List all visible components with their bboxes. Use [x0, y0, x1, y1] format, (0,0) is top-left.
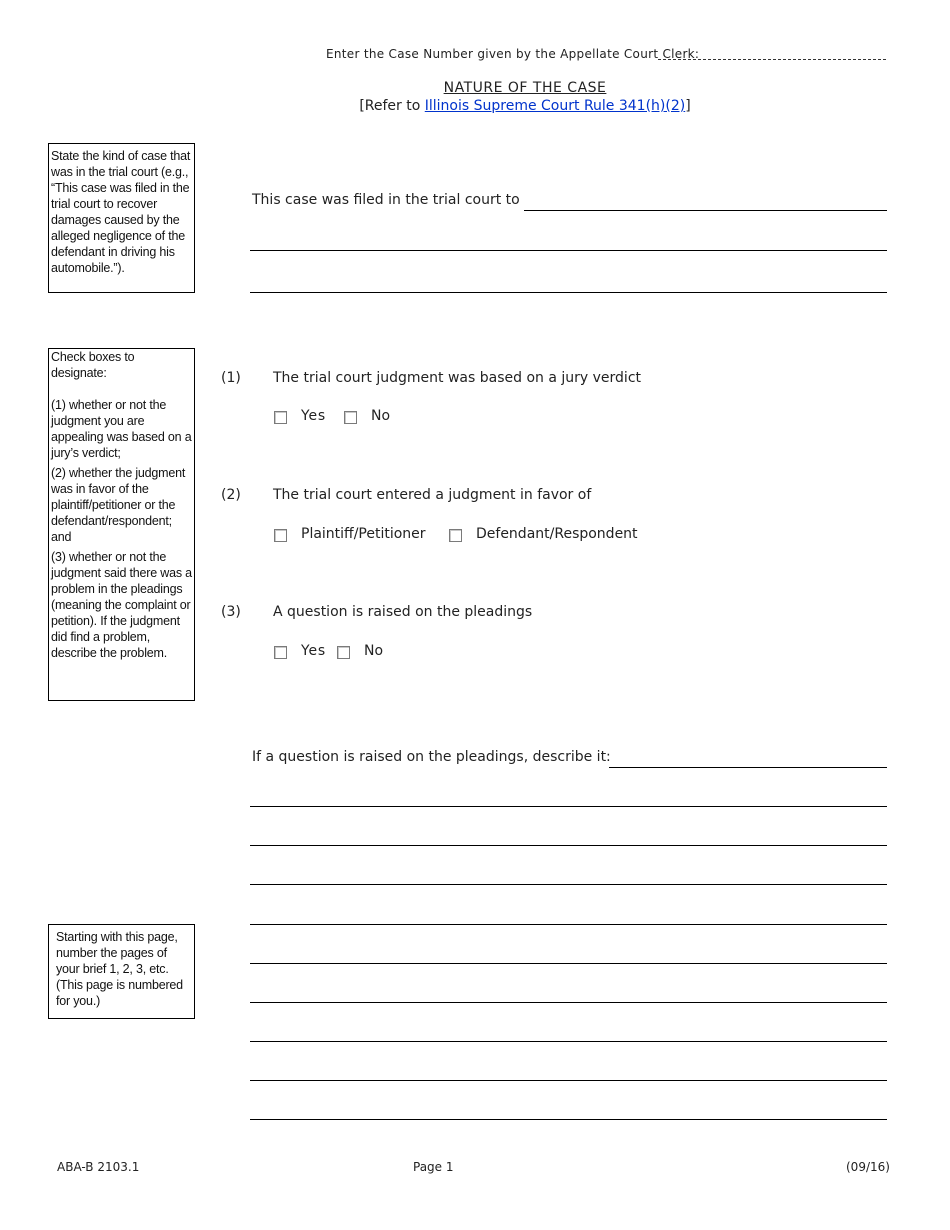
describe-line-1[interactable] — [609, 767, 887, 768]
case-number-field[interactable] — [658, 59, 886, 60]
filed-answer-line-2[interactable] — [250, 250, 887, 251]
instruction-text: State the kind of case that was in the trial court (e.g., “This case was filed in the trial court to recover damages caused by the alleged negligence of the defendant in driving his automobile.”). — [51, 149, 191, 275]
q3-no-checkbox[interactable] — [337, 646, 350, 659]
filed-label: This case was filed in the trial court to — [252, 192, 520, 208]
refer-suffix: ] — [685, 98, 691, 114]
q2-text: The trial court entered a judgment in favor of — [273, 487, 592, 503]
q3-number: (3) — [221, 604, 241, 620]
describe-label: If a question is raised on the pleadings, describe it: — [252, 749, 611, 765]
describe-line[interactable] — [250, 884, 887, 885]
describe-line[interactable] — [250, 845, 887, 846]
instruction-box-checkboxes — [48, 348, 195, 701]
describe-line[interactable] — [250, 1080, 887, 1081]
instruction-box-case-kind — [48, 143, 195, 293]
q2-plaintiff-checkbox[interactable] — [274, 529, 287, 542]
q3-yes-label: Yes — [301, 643, 326, 659]
q2-number: (2) — [221, 487, 241, 503]
q1-yes-label: Yes — [301, 408, 326, 424]
rule-reference — [0, 98, 950, 114]
instruction-intro: Check boxes to designate: — [51, 350, 135, 380]
describe-line[interactable] — [250, 806, 887, 807]
instruction-text: Starting with this page, number the pages of your brief 1, 2, 3, etc. (This page is numbered for you.) — [56, 930, 183, 1008]
q3-no-label: No — [364, 643, 384, 659]
page-title: NATURE OF THE CASE — [443, 80, 607, 96]
describe-line[interactable] — [250, 924, 887, 925]
q3-yes-checkbox[interactable] — [274, 646, 287, 659]
instruction-item-1: (1) whether or not the judgment you are appealing was based on a jury’s verdict; — [51, 398, 192, 460]
filed-answer-line-3[interactable] — [250, 292, 887, 293]
page-number: Page 1 — [413, 1160, 454, 1174]
rule-link[interactable]: Illinois Supreme Court Rule 341(h)(2) — [424, 98, 686, 114]
q2-plaintiff-label: Plaintiff/Petitioner — [301, 526, 426, 542]
q3-text: A question is raised on the pleadings — [273, 604, 533, 620]
describe-line[interactable] — [250, 963, 887, 964]
q2-defendant-label: Defendant/Respondent — [476, 526, 638, 542]
case-number-label: Enter the Case Number given by the Appellate Court Clerk: — [326, 47, 700, 61]
form-id: ABA-B 2103.1 — [57, 1160, 140, 1174]
q1-number: (1) — [221, 370, 241, 386]
q1-text: The trial court judgment was based on a jury verdict — [273, 370, 641, 386]
describe-line[interactable] — [250, 1002, 887, 1003]
q1-yes-checkbox[interactable] — [274, 411, 287, 424]
q1-no-checkbox[interactable] — [344, 411, 357, 424]
q2-defendant-checkbox[interactable] — [449, 529, 462, 542]
q1-no-label: No — [371, 408, 391, 424]
instruction-item-2: (2) whether the judgment was in favor of the plaintiff/petitioner or the defendant/respondent; and — [51, 466, 186, 544]
instruction-item-3: (3) whether or not the judgment said there was a problem in the pleadings (meaning the complaint or petition). If the judgment did find a problem, describe the problem. — [51, 550, 192, 660]
describe-line[interactable] — [250, 1119, 887, 1120]
refer-prefix: [Refer to — [359, 98, 425, 114]
form-date: (09/16) — [846, 1160, 890, 1174]
instruction-box-page-numbering — [48, 924, 195, 1019]
filed-answer-line-1[interactable] — [524, 210, 887, 211]
describe-line[interactable] — [250, 1041, 887, 1042]
